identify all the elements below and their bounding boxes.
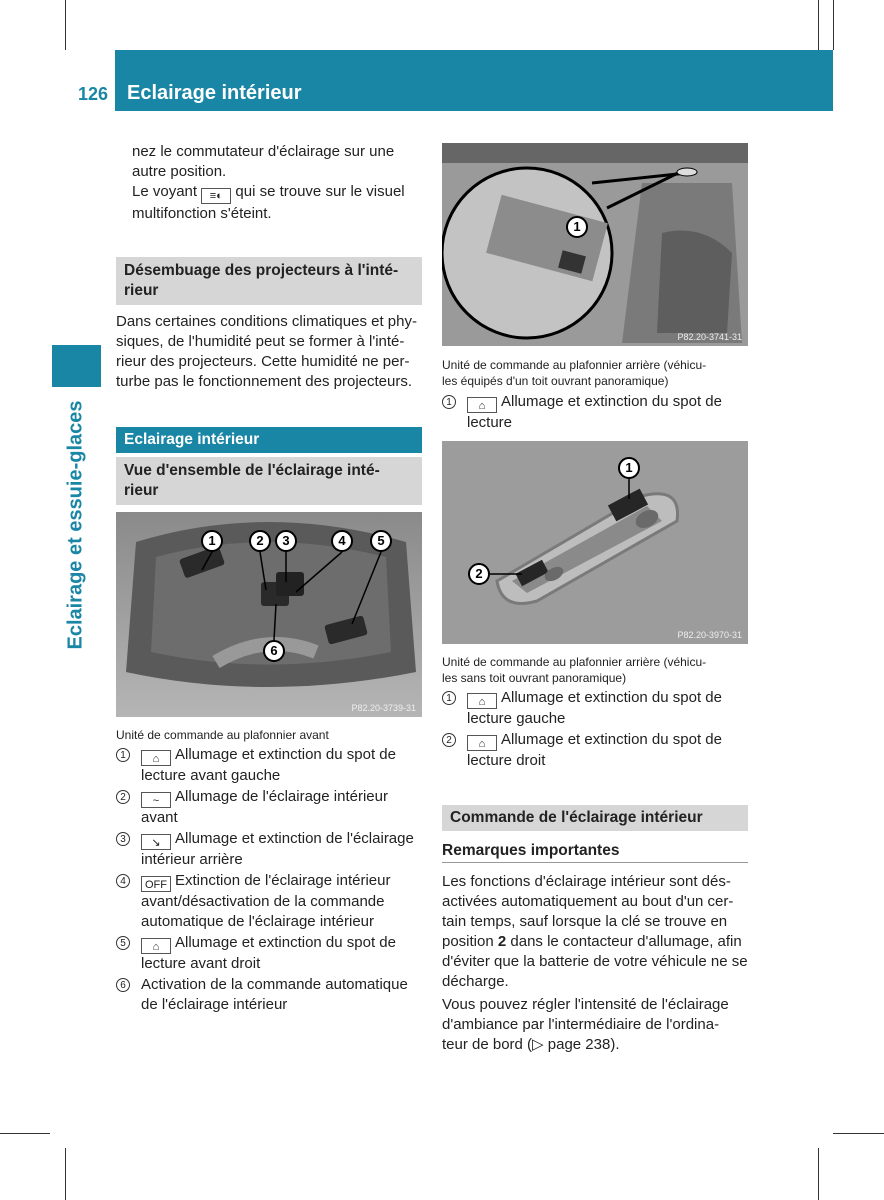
list-item: 5 ⌂ Allumage et extinction du spot de lecture avant droit: [116, 933, 426, 973]
crop-mark: [818, 0, 819, 50]
demister-text: Dans certaines conditions climatiques et phy- siques, de l'humidité peut se former à l'inté- rieur des projecteurs. Cette humidité ne per- turbe pas le fonctionnement des projecteurs.: [116, 313, 417, 390]
crop-mark: [833, 1133, 884, 1134]
callout-leader-lines: [442, 441, 748, 644]
photo-reference: P82.20-3970-31: [677, 630, 742, 640]
callout-6: 6: [263, 640, 285, 662]
notes-text-2: Vous pouvez régler l'intensité de l'éclairage d'ambiance par l'intermédiaire de l'ordina- teur de bord (▷ page 238).: [442, 996, 729, 1053]
reading-light-icon: ⌂: [141, 750, 171, 766]
callout-1: 1: [201, 530, 223, 552]
list-item: 2 ~ Allumage de l'éclairage intérieur avant: [116, 787, 426, 827]
rear-panoramic-photo: [442, 143, 748, 346]
light-off-icon: OFF: [141, 876, 171, 892]
page-header: [52, 50, 833, 111]
notes-heading: Remarques importantes: [442, 842, 748, 863]
rear-standard-caption: Unité de commande au plafonnier arrière (véhicu- les sans toit ouvrant panoramique): [442, 655, 707, 685]
crop-mark: [818, 1148, 819, 1200]
reading-light-icon: ⌂: [467, 397, 497, 413]
crop-mark: [65, 0, 66, 50]
photo-reference: P82.20-3739-31: [351, 703, 416, 713]
front-photo-caption: Unité de commande au plafonnier avant: [116, 728, 329, 742]
page-number: 126: [77, 84, 108, 104]
callout-3: 3: [275, 530, 297, 552]
reading-light-icon: ⌂: [141, 938, 171, 954]
control-heading: Commande de l'éclairage intérieur: [442, 805, 748, 831]
rear-panoramic-illustration: [442, 143, 748, 346]
rear-light-icon: ↘: [141, 834, 171, 850]
list-item: 3 ↘ Allumage et extinction de l'éclairage intérieur arrière: [116, 829, 426, 869]
rear-panoramic-caption: Unité de commande au plafonnier arrière (véhicu- les équipés d'un toit ouvrant panoramique): [442, 358, 707, 388]
callout-leader-lines: [116, 512, 422, 717]
list-item: 1 ⌂ Allumage et extinction du spot de lecture: [442, 392, 752, 432]
section-title: Eclairage intérieur: [127, 82, 302, 104]
interior-light-icon: ~: [141, 792, 171, 808]
callout-2: 2: [468, 563, 490, 585]
intro-text: nez le commutateur d'éclairage sur une autre position. Le voyant ≡◐ qui se trouve sur le visuel multifonction s'éteint.: [132, 143, 405, 222]
callout-1: 1: [566, 216, 588, 238]
indicator-icon: ≡◐: [201, 188, 231, 204]
callout-5: 5: [370, 530, 392, 552]
callout-4: 4: [331, 530, 353, 552]
crop-mark: [0, 1133, 50, 1134]
reading-light-icon: ⌂: [467, 735, 497, 751]
callout-1: 1: [618, 457, 640, 479]
notes-text: Les fonctions d'éclairage intérieur sont dés- activées automatiquement au bout d'un cer- tain temps, sauf lorsque la clé se trouve en position 2 dans le contacteur d'allumage, afin d'éviter que la batterie de votre véhicule ne se décharge.: [442, 873, 748, 990]
list-item: 2 ⌂ Allumage et extinction du spot de lecture droit: [442, 730, 752, 770]
front-control-unit-photo: [116, 512, 422, 717]
side-tab-block: [52, 345, 101, 387]
rear-standard-photo: [442, 441, 748, 644]
photo-reference: P82.20-3741-31: [677, 332, 742, 342]
demister-heading: Désembuage des projecteurs à l'inté- rieur: [116, 257, 422, 305]
crop-mark: [833, 0, 834, 50]
list-item: 6 Activation de la commande automatique de l'éclairage intérieur: [116, 975, 426, 1015]
side-tab-label: Eclairage et essuie-glaces: [64, 400, 87, 650]
list-item: 4 OFF Extinction de l'éclairage intérieur avant/désactivation de la commande automatique de l'éclairage intérieur: [116, 871, 426, 931]
list-item: 1 ⌂ Allumage et extinction du spot de lecture avant gauche: [116, 745, 426, 785]
callout-2: 2: [249, 530, 271, 552]
reading-light-icon: ⌂: [467, 693, 497, 709]
list-item: 1 ⌂ Allumage et extinction du spot de lecture gauche: [442, 688, 752, 728]
crop-mark: [65, 1148, 66, 1200]
overview-heading: Vue d'ensemble de l'éclairage inté- rieur: [116, 457, 422, 505]
section-heading: Eclairage intérieur: [116, 427, 422, 453]
